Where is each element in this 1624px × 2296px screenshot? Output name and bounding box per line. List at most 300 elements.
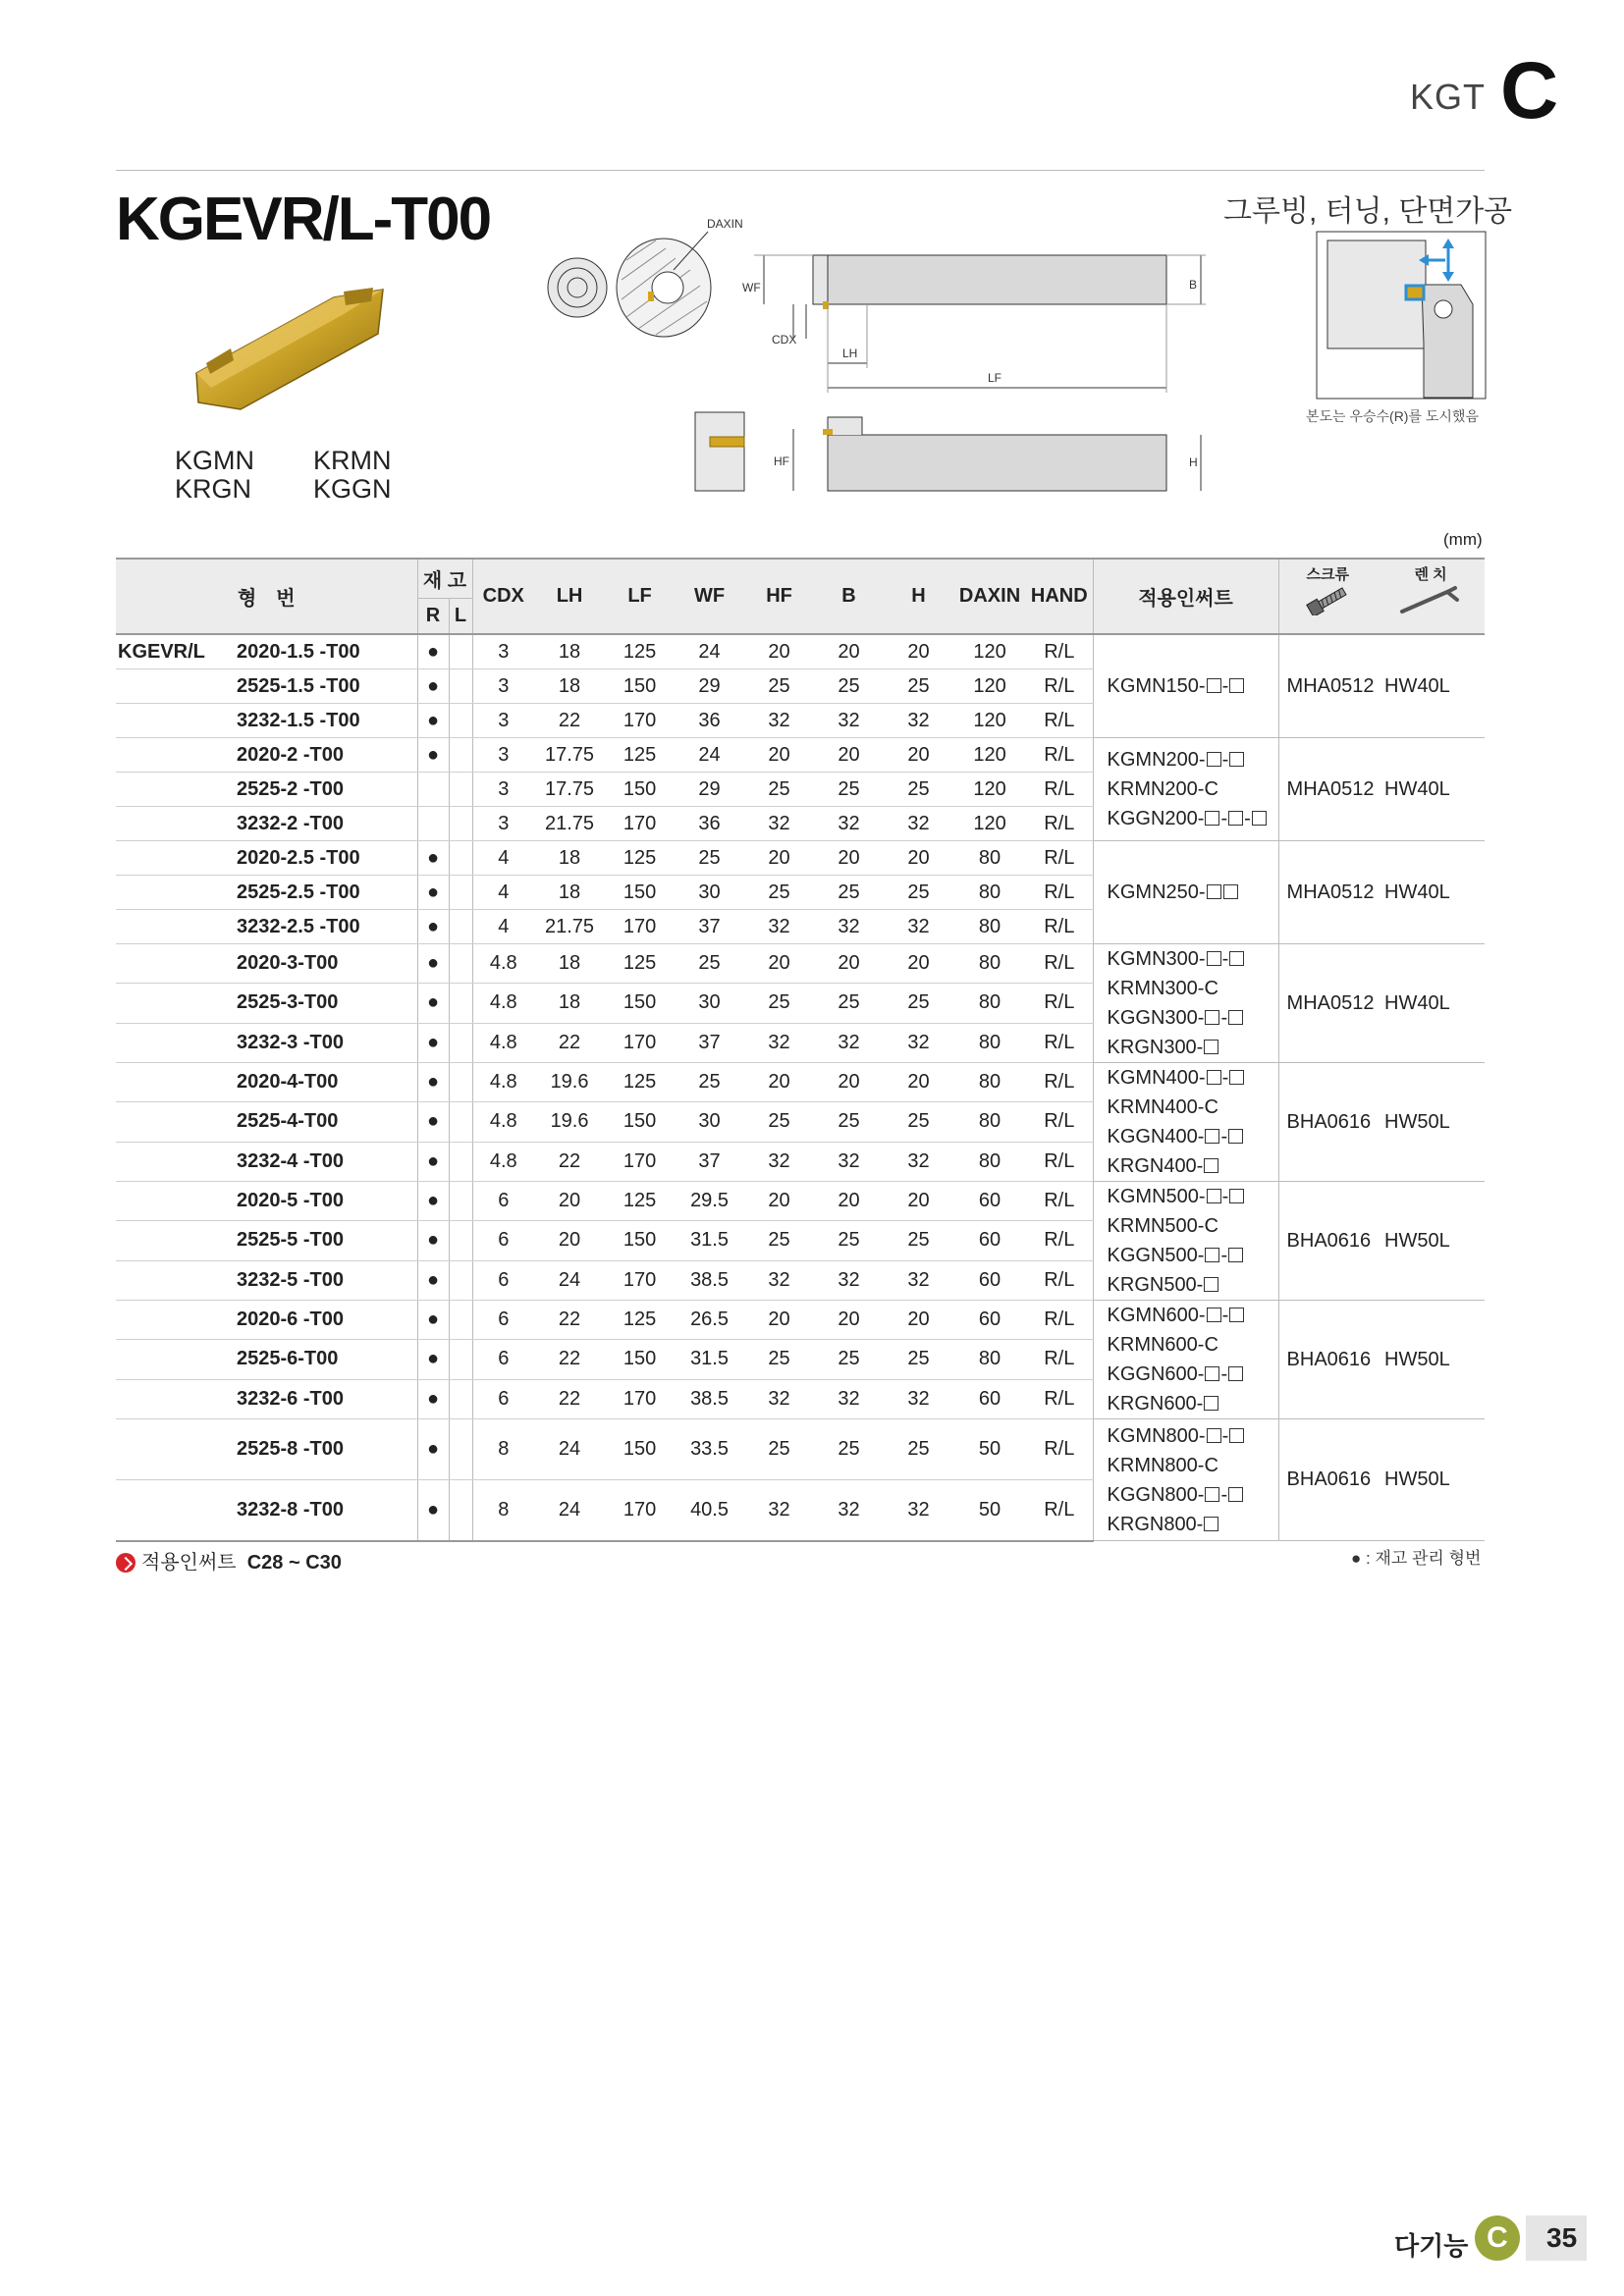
series-cell [116, 1102, 231, 1142]
lh-cell: 21.75 [534, 910, 605, 944]
stock-r-cell: ● [417, 1340, 449, 1379]
lh-cell: 17.75 [534, 773, 605, 807]
hf-cell: 25 [744, 984, 814, 1023]
label-daxin: DAXIN [707, 217, 743, 231]
h-cell: 25 [884, 1340, 953, 1379]
header-insert: 적용인써트 [1093, 559, 1278, 634]
insert-code: KGMN300- - [1108, 944, 1278, 974]
b-cell: 20 [814, 738, 884, 773]
insert-cell [1093, 634, 1278, 738]
screw-cell: BHA0616 [1278, 1301, 1377, 1419]
screw-cell: MHA0512 [1278, 944, 1377, 1063]
stock-r-cell: ● [417, 1419, 449, 1480]
header-model: 형 번 [116, 559, 417, 634]
model-cell: 2020-2 -T00 [231, 738, 417, 773]
h-cell: 25 [884, 1419, 953, 1480]
model-cell: 2020-3-T00 [231, 944, 417, 984]
b-cell: 20 [814, 634, 884, 669]
lf-cell: 150 [605, 1221, 675, 1260]
daxin-cell: 60 [953, 1301, 1026, 1340]
table-row [116, 1182, 1485, 1221]
hf-cell: 25 [744, 773, 814, 807]
hf-cell: 25 [744, 1221, 814, 1260]
lh-cell: 22 [534, 1142, 605, 1181]
daxin-cell: 80 [953, 1063, 1026, 1102]
cdx-cell: 3 [472, 704, 534, 738]
stock-r-cell: ● [417, 876, 449, 910]
daxin-cell: 60 [953, 1182, 1026, 1221]
lf-cell: 150 [605, 876, 675, 910]
daxin-cell: 50 [953, 1419, 1026, 1480]
header-section-letter: C [1500, 46, 1559, 135]
series-cell [116, 669, 231, 704]
h-cell: 32 [884, 1142, 953, 1181]
lh-cell: 22 [534, 704, 605, 738]
lh-cell: 18 [534, 669, 605, 704]
wrench-cell: HW40L [1377, 944, 1485, 1063]
daxin-cell: 60 [953, 1379, 1026, 1418]
stock-l-cell [449, 738, 472, 773]
model-cell: 2020-4-T00 [231, 1063, 417, 1102]
wf-cell: 29 [675, 669, 744, 704]
lf-cell: 125 [605, 1063, 675, 1102]
wrench-cell: HW50L [1377, 1063, 1485, 1182]
series-cell [116, 1142, 231, 1181]
label-wf: WF [742, 281, 761, 294]
hf-cell: 32 [744, 1379, 814, 1418]
insert-code: KRMN800-C [1107, 1454, 1218, 1476]
lf-cell: 125 [605, 738, 675, 773]
page-number: 35 [1546, 2222, 1578, 2253]
table-row [116, 1301, 1485, 1340]
insert-code: KRMN200-C [1107, 778, 1218, 800]
model-cell: 2020-1.5 -T00 [231, 634, 417, 669]
stock-l-cell [449, 669, 472, 704]
page-section-badge: C [1475, 2216, 1520, 2261]
hf-cell: 25 [744, 1340, 814, 1379]
cdx-cell: 6 [472, 1340, 534, 1379]
model-cell: 3232-6 -T00 [231, 1379, 417, 1418]
model-cell: 2525-2.5 -T00 [231, 876, 417, 910]
wf-cell: 38.5 [675, 1379, 744, 1418]
insert-reference-label: 적용인써트 [141, 1552, 237, 1574]
h-cell: 32 [884, 1480, 953, 1541]
model-cell: 3232-5 -T00 [231, 1260, 417, 1300]
lh-cell: 17.75 [534, 738, 605, 773]
table-row [116, 634, 1485, 669]
wf-cell: 24 [675, 738, 744, 773]
wf-cell: 31.5 [675, 1340, 744, 1379]
insert-code: KGMN150- - [1108, 671, 1278, 701]
hf-cell: 32 [744, 1142, 814, 1181]
wrench-cell: HW40L [1377, 634, 1485, 738]
insert-cell [1093, 841, 1278, 944]
series-cell [116, 807, 231, 841]
model-cell: 2525-2 -T00 [231, 773, 417, 807]
insert-code: KRMN600-C [1107, 1334, 1218, 1356]
insert-type: KRGN [175, 474, 252, 504]
h-cell: 25 [884, 1221, 953, 1260]
series-cell [116, 1063, 231, 1102]
b-cell: 20 [814, 841, 884, 876]
stock-l-cell [449, 1182, 472, 1221]
hand-cell: R/L [1026, 1480, 1093, 1541]
model-cell: 3232-4 -T00 [231, 1142, 417, 1181]
hf-cell: 32 [744, 704, 814, 738]
cdx-cell: 6 [472, 1379, 534, 1418]
lf-cell: 170 [605, 704, 675, 738]
table-row [116, 841, 1485, 876]
hf-cell: 20 [744, 1182, 814, 1221]
screw-cell: BHA0616 [1278, 1419, 1377, 1541]
b-cell: 32 [814, 1023, 884, 1062]
daxin-cell: 80 [953, 1023, 1026, 1062]
hf-cell: 25 [744, 1419, 814, 1480]
label-b: B [1189, 278, 1198, 292]
lf-cell: 170 [605, 1260, 675, 1300]
hand-cell: R/L [1026, 704, 1093, 738]
label-cdx: CDX [772, 333, 797, 347]
b-cell: 32 [814, 1260, 884, 1300]
insert-type: KGGN [313, 474, 392, 504]
stock-l-cell [449, 773, 472, 807]
lf-cell: 125 [605, 841, 675, 876]
hf-cell: 20 [744, 841, 814, 876]
hand-cell: R/L [1026, 807, 1093, 841]
insert-code: KGMN600- - [1108, 1301, 1278, 1330]
hand-cell: R/L [1026, 1419, 1093, 1480]
wf-cell: 26.5 [675, 1301, 744, 1340]
wf-cell: 36 [675, 807, 744, 841]
hf-cell: 32 [744, 1023, 814, 1062]
lh-cell: 20 [534, 1221, 605, 1260]
hand-cell: R/L [1026, 1182, 1093, 1221]
header-lh: LH [534, 559, 605, 634]
daxin-cell: 60 [953, 1260, 1026, 1300]
screw-cell: BHA0616 [1278, 1182, 1377, 1301]
stock-l-cell [449, 1340, 472, 1379]
daxin-cell: 80 [953, 1142, 1026, 1181]
h-cell: 20 [884, 634, 953, 669]
b-cell: 20 [814, 1301, 884, 1340]
cdx-cell: 6 [472, 1301, 534, 1340]
insert-code: KGGN400- - [1108, 1122, 1278, 1151]
b-cell: 32 [814, 807, 884, 841]
model-cell: 3232-1.5 -T00 [231, 704, 417, 738]
cdx-cell: 8 [472, 1480, 534, 1541]
insert-code: KGMN400- - [1108, 1063, 1278, 1093]
screw-cell: MHA0512 [1278, 738, 1377, 841]
b-cell: 32 [814, 1379, 884, 1418]
h-cell: 32 [884, 910, 953, 944]
h-cell: 25 [884, 876, 953, 910]
insert-reference-pages: C28 ~ C30 [246, 1552, 342, 1574]
lf-cell: 150 [605, 773, 675, 807]
lh-cell: 18 [534, 841, 605, 876]
hand-cell: R/L [1026, 1221, 1093, 1260]
wrench-cell: HW50L [1377, 1182, 1485, 1301]
lh-cell: 24 [534, 1419, 605, 1480]
insert-code: KGMN200- - [1108, 745, 1278, 774]
insert-code: KRMN400-C [1107, 1096, 1218, 1118]
lf-cell: 170 [605, 1023, 675, 1062]
hf-cell: 32 [744, 1260, 814, 1300]
lh-cell: 19.6 [534, 1063, 605, 1102]
h-cell: 25 [884, 1102, 953, 1142]
stock-l-cell [449, 841, 472, 876]
daxin-cell: 80 [953, 944, 1026, 984]
model-cell: 2525-4-T00 [231, 1102, 417, 1142]
hand-cell: R/L [1026, 1023, 1093, 1062]
insert-code: KRGN300- [1108, 1033, 1278, 1062]
lf-cell: 170 [605, 1379, 675, 1418]
insert-cell [1093, 1063, 1278, 1182]
series-cell [116, 984, 231, 1023]
daxin-cell: 50 [953, 1480, 1026, 1541]
b-cell: 25 [814, 1221, 884, 1260]
hand-cell: R/L [1026, 738, 1093, 773]
model-cell: 3232-3 -T00 [231, 1023, 417, 1062]
hand-cell: R/L [1026, 669, 1093, 704]
stock-r-cell: ● [417, 634, 449, 669]
daxin-cell: 80 [953, 1340, 1026, 1379]
insert-code: KRGN800- [1108, 1510, 1278, 1539]
hand-cell: R/L [1026, 910, 1093, 944]
insert-code: KGMN800- - [1108, 1421, 1278, 1451]
stock-l-cell [449, 984, 472, 1023]
hf-cell: 20 [744, 634, 814, 669]
h-cell: 25 [884, 984, 953, 1023]
model-cell: 2525-8 -T00 [231, 1419, 417, 1480]
series-cell [116, 1260, 231, 1300]
wf-cell: 37 [675, 1023, 744, 1062]
table-row [116, 944, 1485, 984]
stock-r-cell: ● [417, 1063, 449, 1102]
stock-r-cell: ● [417, 1221, 449, 1260]
wf-cell: 37 [675, 910, 744, 944]
wf-cell: 37 [675, 1142, 744, 1181]
page-title: KGEVR/L-T00 [116, 186, 491, 253]
header-hand: HAND [1026, 559, 1093, 634]
daxin-cell: 80 [953, 1102, 1026, 1142]
header-screw: 스크류 [1306, 566, 1350, 583]
b-cell: 25 [814, 1340, 884, 1379]
wrench-cell: HW50L [1377, 1301, 1485, 1419]
insert-code: KRGN600- [1108, 1389, 1278, 1418]
daxin-cell: 80 [953, 910, 1026, 944]
cdx-cell: 6 [472, 1182, 534, 1221]
label-lh: LH [842, 347, 858, 360]
wf-cell: 29 [675, 773, 744, 807]
stock-l-cell [449, 634, 472, 669]
h-cell: 32 [884, 1379, 953, 1418]
stock-r-cell: ● [417, 704, 449, 738]
stock-l-cell [449, 1301, 472, 1340]
hand-cell: R/L [1026, 944, 1093, 984]
stock-r-cell [417, 773, 449, 807]
h-cell: 20 [884, 1301, 953, 1340]
hf-cell: 20 [744, 1063, 814, 1102]
lh-cell: 24 [534, 1260, 605, 1300]
daxin-cell: 120 [953, 773, 1026, 807]
header-lf: LF [605, 559, 675, 634]
spec-table [116, 558, 1485, 1542]
hf-cell: 25 [744, 876, 814, 910]
header-stock-r: R [417, 598, 449, 634]
table-row [116, 738, 1485, 773]
label-lf: LF [988, 371, 1002, 385]
series-cell [116, 704, 231, 738]
lf-cell: 150 [605, 669, 675, 704]
lf-cell: 170 [605, 1480, 675, 1541]
series-cell [116, 876, 231, 910]
right-hand-schematic-icon [1316, 231, 1488, 402]
hand-cell: R/L [1026, 773, 1093, 807]
daxin-cell: 60 [953, 1221, 1026, 1260]
h-cell: 25 [884, 773, 953, 807]
series-cell [116, 738, 231, 773]
wf-cell: 30 [675, 984, 744, 1023]
label-h: H [1189, 455, 1198, 469]
cdx-cell: 4.8 [472, 1063, 534, 1102]
hf-cell: 20 [744, 944, 814, 984]
insert-cell [1093, 1419, 1278, 1541]
h-cell: 32 [884, 807, 953, 841]
stock-l-cell [449, 1023, 472, 1062]
lf-cell: 125 [605, 1301, 675, 1340]
stock-l-cell [449, 910, 472, 944]
b-cell: 25 [814, 1102, 884, 1142]
daxin-cell: 80 [953, 876, 1026, 910]
stock-legend: ● : 재고 관리 형번 [1351, 1549, 1482, 1568]
insert-cell [1093, 944, 1278, 1063]
hf-cell: 32 [744, 807, 814, 841]
model-cell: 2020-2.5 -T00 [231, 841, 417, 876]
cdx-cell: 6 [472, 1221, 534, 1260]
hand-cell: R/L [1026, 1340, 1093, 1379]
b-cell: 20 [814, 1182, 884, 1221]
table-row [116, 1063, 1485, 1102]
cdx-cell: 4 [472, 841, 534, 876]
series-cell [116, 1419, 231, 1480]
stock-l-cell [449, 1102, 472, 1142]
b-cell: 25 [814, 1419, 884, 1480]
stock-r-cell: ● [417, 1023, 449, 1062]
stock-l-cell [449, 1221, 472, 1260]
daxin-cell: 80 [953, 984, 1026, 1023]
header-stock: 재 고 [417, 559, 472, 598]
cdx-cell: 4.8 [472, 1102, 534, 1142]
model-cell: 3232-8 -T00 [231, 1480, 417, 1541]
stock-l-cell [449, 1063, 472, 1102]
hf-cell: 32 [744, 1480, 814, 1541]
wf-cell: 36 [675, 704, 744, 738]
tool-dimension-drawing [528, 211, 1216, 496]
series-cell [116, 1182, 231, 1221]
lf-cell: 150 [605, 984, 675, 1023]
hand-cell: R/L [1026, 1379, 1093, 1418]
stock-r-cell: ● [417, 1379, 449, 1418]
cdx-cell: 4 [472, 876, 534, 910]
series-cell [116, 1480, 231, 1541]
b-cell: 32 [814, 1142, 884, 1181]
spec-table-body [116, 634, 1485, 1541]
insert-cell [1093, 1182, 1278, 1301]
insert-code: KGGN200- - - [1108, 804, 1278, 833]
lh-cell: 24 [534, 1480, 605, 1541]
cdx-cell: 4.8 [472, 1142, 534, 1181]
insert-code: KGGN600- - [1108, 1360, 1278, 1389]
wf-cell: 30 [675, 1102, 744, 1142]
lh-cell: 21.75 [534, 807, 605, 841]
stock-r-cell: ● [417, 841, 449, 876]
cdx-cell: 4 [472, 910, 534, 944]
hf-cell: 32 [744, 910, 814, 944]
cdx-cell: 3 [472, 634, 534, 669]
wf-cell: 29.5 [675, 1182, 744, 1221]
insert-code: KRMN300-C [1107, 978, 1218, 999]
wf-cell: 25 [675, 1063, 744, 1102]
insert-cell [1093, 1301, 1278, 1419]
wf-cell: 31.5 [675, 1221, 744, 1260]
lf-cell: 150 [605, 1102, 675, 1142]
insert-code: KGGN500- - [1108, 1241, 1278, 1270]
h-cell: 32 [884, 1260, 953, 1300]
lh-cell: 18 [534, 944, 605, 984]
wrench-cell: HW40L [1377, 738, 1485, 841]
insert-reference[interactable] [116, 1546, 342, 1575]
page-category: 다기능 [1394, 2231, 1469, 2261]
model-cell: 2020-5 -T00 [231, 1182, 417, 1221]
lf-cell: 170 [605, 1142, 675, 1181]
screw-cell: BHA0616 [1278, 1063, 1377, 1182]
wf-cell: 40.5 [675, 1480, 744, 1541]
model-cell: 2525-1.5 -T00 [231, 669, 417, 704]
cdx-cell: 3 [472, 807, 534, 841]
hf-cell: 20 [744, 738, 814, 773]
b-cell: 20 [814, 944, 884, 984]
hand-cell: R/L [1026, 1063, 1093, 1102]
screw-cell: MHA0512 [1278, 634, 1377, 738]
b-cell: 25 [814, 773, 884, 807]
stock-l-cell [449, 1480, 472, 1541]
insert-type: KRMN [313, 446, 392, 475]
h-cell: 20 [884, 944, 953, 984]
insert-type: KGMN [175, 446, 254, 475]
stock-r-cell: ● [417, 984, 449, 1023]
header-hf: HF [744, 559, 814, 634]
cdx-cell: 3 [472, 738, 534, 773]
wf-cell: 24 [675, 634, 744, 669]
series-cell [116, 944, 231, 984]
wf-cell: 38.5 [675, 1260, 744, 1300]
series-cell [116, 1379, 231, 1418]
model-cell: 2525-5 -T00 [231, 1221, 417, 1260]
wf-cell: 30 [675, 876, 744, 910]
screw-cell: MHA0512 [1278, 841, 1377, 944]
stock-r-cell: ● [417, 1102, 449, 1142]
header-daxin: DAXIN [953, 559, 1026, 634]
hf-cell: 25 [744, 1102, 814, 1142]
h-cell: 20 [884, 841, 953, 876]
stock-l-cell [449, 807, 472, 841]
stock-r-cell: ● [417, 1182, 449, 1221]
unit-label: (mm) [1443, 530, 1483, 549]
b-cell: 25 [814, 984, 884, 1023]
header-series: KGT [1410, 77, 1487, 117]
lf-cell: 150 [605, 1419, 675, 1480]
header-cdx: CDX [472, 559, 534, 634]
